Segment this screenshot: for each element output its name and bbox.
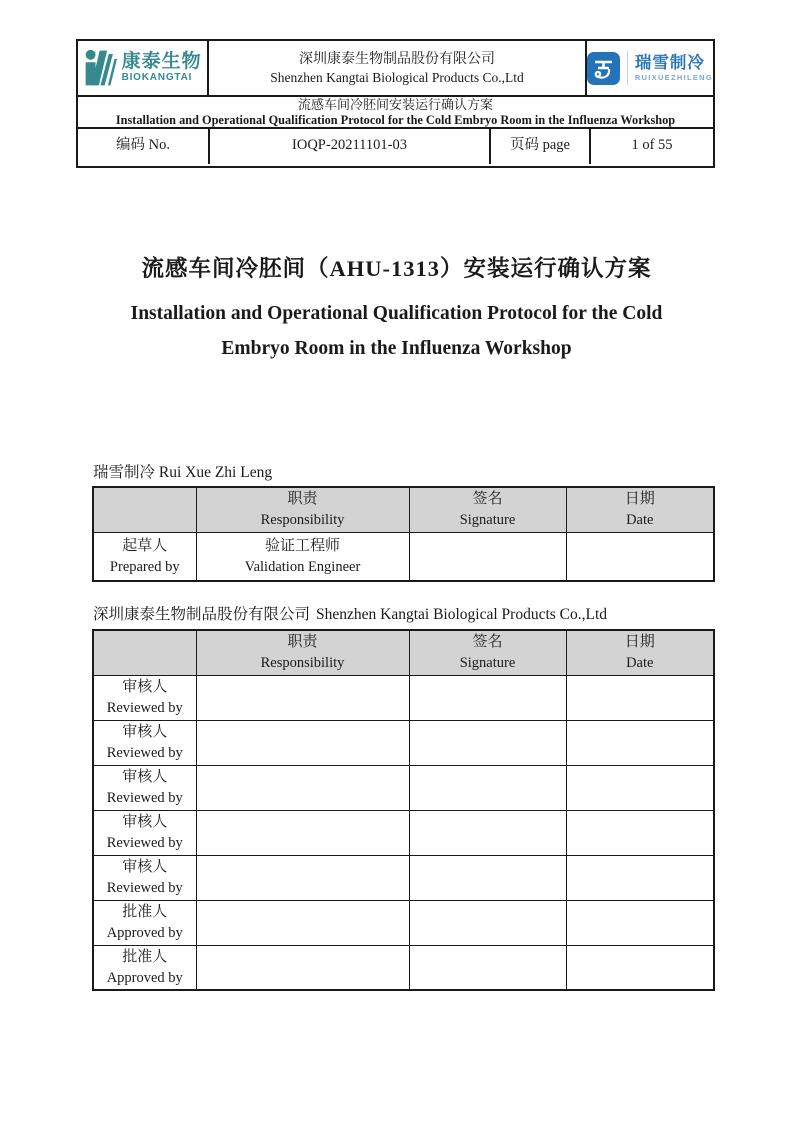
role-en: Approved by [106,969,183,986]
ruixue-approval-table [92,486,715,582]
ruixue-logo-icon [587,52,620,85]
column-header-signature [409,487,566,532]
role-cell [93,900,196,945]
biokangtai-logo-text [122,52,202,84]
main-title-cn: 流感车间冷胚间（AHU-1313）安装运行确认方案 [141,256,652,281]
page-value: 1 of 55 [631,137,673,153]
responsibility-cell [196,855,409,900]
date-cell [566,765,714,810]
role-en: Reviewed by [106,880,183,896]
column-header-date-cn: 日期 [624,634,655,651]
role-cell [93,532,196,581]
role-en: Reviewed by [106,835,183,851]
kangtai-section-label-cn: 深圳康泰生物制品股份有限公司 [93,606,311,623]
responsibility-cell [196,765,409,810]
signature-cell [409,945,566,990]
responsibility-cell [196,675,409,720]
responsibility-cn: 验证工程师 [264,537,340,554]
column-header-responsibility-cn: 职责 [287,634,318,651]
role-cn: 审核人 [122,769,168,785]
table-row [93,810,714,855]
signature-cell [409,720,566,765]
column-header-responsibility [196,630,409,675]
role-cell [93,810,196,855]
column-header-signature-en: Signature [459,655,516,672]
page-label: 页码 page [491,129,591,164]
table-header-row [93,487,714,532]
table-row [93,675,714,720]
table-row [93,765,714,810]
main-title-en-line1: Installation and Operational Qualification Protocol for the Cold [130,303,663,324]
responsibility-en: Validation Engineer [244,558,361,575]
role-en: Reviewed by [106,745,183,761]
table-row [93,900,714,945]
signature-cell [409,855,566,900]
biokangtai-logo [78,41,209,95]
role-cell [93,855,196,900]
column-header-signature [409,630,566,675]
ruixue-logo-divider [627,51,628,85]
biokangtai-logo-icon [84,49,117,87]
code-label: 编码 No. [78,129,210,164]
role-cell [93,765,196,810]
kangtai-section-label [93,602,607,624]
signature-cell [409,765,566,810]
column-header-responsibility-en: Responsibility [260,655,345,672]
responsibility-cell [196,900,409,945]
code-value: IOQP-20211101-03 [210,129,491,164]
table-row [93,855,714,900]
column-header-responsibility [196,487,409,532]
date-cell [566,532,714,581]
ruixue-logo-cn: 瑞雪制冷 [634,53,705,72]
signature-cell [409,532,566,581]
table-row [93,720,714,765]
responsibility-cell [196,532,409,581]
role-cell [93,675,196,720]
responsibility-cell [196,810,409,855]
main-title-en-line2: Embryo Room in the Influenza Workshop [221,338,572,359]
doc-header-table [76,39,715,168]
column-header-date-en: Date [626,512,654,529]
ruixue-logo [587,41,713,95]
date-cell [566,900,714,945]
protocol-title-cn: 流感车间冷胚间安装运行确认方案 [297,97,493,112]
table-row [93,532,714,581]
table-row [93,945,714,990]
signature-cell [409,900,566,945]
role-cn: 批准人 [122,904,168,920]
role-cn: 批准人 [122,948,168,965]
table-header-row [93,630,714,675]
date-cell [566,675,714,720]
role-cell [93,720,196,765]
role-en: Approved by [106,925,183,941]
kangtai-section-label-en: Shenzhen Kangtai Biological Products Co.,Ltd [316,606,608,623]
date-cell [566,855,714,900]
biokangtai-logo-en: BIOKANGTAI [121,72,193,83]
ruixue-section-label: 瑞雪制冷 Rui Xue Zhi Leng [93,464,273,481]
doc-header-row-code [78,127,713,164]
column-header-role-empty [93,487,196,532]
biokangtai-logo-cn: 康泰生物 [121,51,202,72]
date-cell [566,945,714,990]
column-header-date-cn: 日期 [624,491,655,508]
ruixue-logo-en: RUIXUEZHILENG [634,72,713,82]
column-header-signature-cn: 签名 [472,634,503,651]
role-cn: 起草人 [122,537,168,554]
company-name-en: Shenzhen Kangtai Biological Products Co.,Ltd [270,69,524,85]
column-header-signature-cn: 签名 [472,491,503,508]
column-header-responsibility-en: Responsibility [260,512,345,529]
role-cn: 审核人 [122,724,168,740]
column-header-date-en: Date [626,655,654,672]
responsibility-cell [196,945,409,990]
date-cell [566,720,714,765]
role-cn: 审核人 [122,679,168,695]
role-cn: 审核人 [122,859,168,875]
ruixue-logo-text [635,54,713,83]
signature-cell [409,675,566,720]
role-en: Reviewed by [106,790,183,806]
column-header-responsibility-cn: 职责 [287,491,318,508]
role-en: Reviewed by [106,700,183,716]
protocol-title-cell [78,95,713,127]
column-header-date [566,487,714,532]
main-title-en [0,296,793,366]
responsibility-cell [196,720,409,765]
column-header-role-empty [93,630,196,675]
doc-header-row-logos [78,41,713,95]
company-name-cell [209,41,587,95]
column-header-signature-en: Signature [459,512,516,529]
column-header-date [566,630,714,675]
company-name-cn: 深圳康泰生物制品股份有限公司 [299,51,496,67]
kangtai-approval-table [92,629,715,991]
date-cell [566,810,714,855]
role-cn: 审核人 [122,814,168,830]
signature-cell [409,810,566,855]
protocol-title-en: Installation and Operational Qualification Protocol for the Cold Embryo Room in the Influenza Workshop [115,113,676,127]
role-cell [93,945,196,990]
role-en: Prepared by [109,558,180,575]
